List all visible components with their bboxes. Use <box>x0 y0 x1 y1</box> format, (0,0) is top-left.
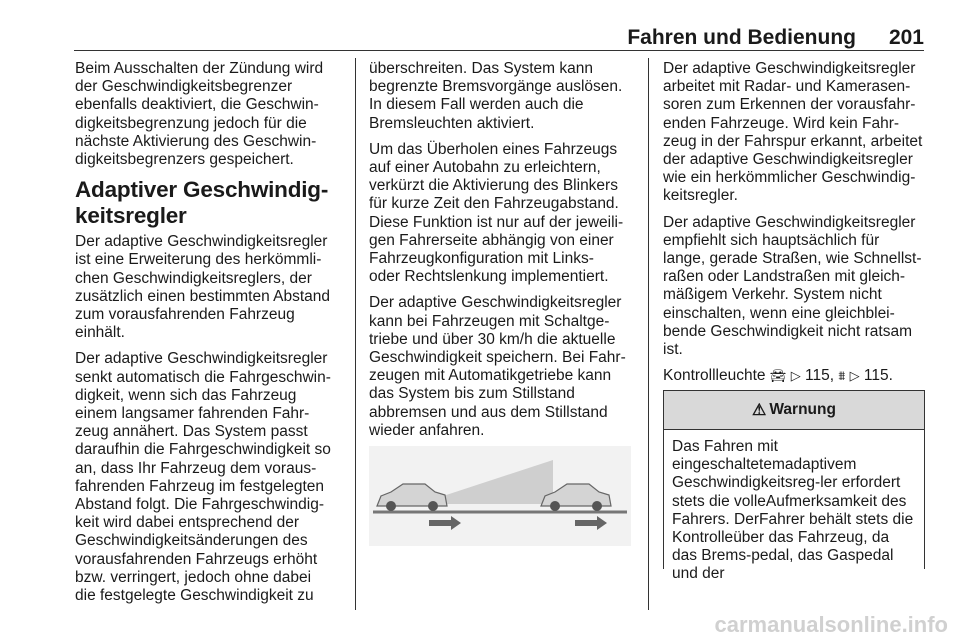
header-rule <box>74 50 924 51</box>
warning-triangle-icon: ⚠︎ <box>752 402 767 419</box>
text-line: bzw. verringert, jedoch ohne dabei <box>75 568 312 586</box>
kontrollleuchte-line <box>663 367 925 385</box>
text-line: der Geschwindigkeitsbegrenzer <box>75 78 293 96</box>
text-line: Der adaptive Geschwindigkeitsregler <box>663 60 916 77</box>
text-line: Das Fahren mit eingeschaltetem <box>672 438 785 474</box>
text-line: fahrenden Fahrzeug im festgelegten <box>75 477 325 495</box>
warning-text <box>664 430 924 584</box>
column-1 <box>75 60 343 613</box>
text-line: daraufhin die Fahrgeschwindigkeit so <box>75 441 331 459</box>
text-line: zeug in der Fahrspur erkannt, arbeitet <box>663 132 923 150</box>
text-line: die festgelegte Geschwindigkeit zu <box>75 587 314 605</box>
paragraph <box>75 350 343 605</box>
section-heading <box>75 177 343 229</box>
text-line: mäßigem Verkehr. System nicht <box>663 286 882 304</box>
text-line: begrenzte Bremsvorgänge auslösen. <box>369 78 623 96</box>
text-line: triebe und über 30 km/h die aktuelle <box>369 330 616 348</box>
text-line: ler erfordert stets die volle <box>672 474 901 510</box>
text-line: vorausfahrenden Fahrzeugs erhöht <box>75 550 318 568</box>
text-line: zum vorausfahrenden Fahrzeug <box>75 306 295 324</box>
text-line: verkürzt die Aktivierung des Blinkers <box>369 177 618 195</box>
text-line: kann bei Fahrzeugen mit Schaltge‐ <box>369 312 610 330</box>
text-line: über das Fahrzeug, da das Brems‐ <box>672 529 890 565</box>
warning-box <box>663 390 925 583</box>
text-line: arbeitet mit Radar- und Kamerasen‐ <box>663 78 911 96</box>
text-line: Um das Überholen eines Fahrzeugs <box>369 140 618 158</box>
text-line: pedal, das Gaspedal und der <box>672 547 894 583</box>
arrow-rear-icon <box>429 516 461 530</box>
header-title: Fahren und Bedienung <box>627 26 856 49</box>
text-line: digkeit, wenn sich das Fahrzeug <box>75 386 297 404</box>
text-line: einhält. <box>75 324 125 342</box>
paragraph <box>75 60 343 169</box>
text-line: das System bis zum Stillstand <box>369 385 575 403</box>
text-line: wieder anfahren. <box>369 421 485 439</box>
text-line: Beim Ausschalten der Zündung wird <box>75 60 324 77</box>
text-line: raßen oder Landstraßen mit gleich‐ <box>663 268 906 286</box>
text-line: empfiehlt sich hauptsächlich für <box>663 231 880 249</box>
text-line: senkt automatisch die Fahrgeschwin‐ <box>75 368 331 386</box>
text-line: In diesem Fall werden auch die <box>369 96 584 114</box>
acc-illustration <box>369 446 631 546</box>
text-line: bende Geschwindigkeit nicht ratsam <box>663 322 912 340</box>
text-line: Abstand folgt. Die Fahrgeschwindig‐ <box>75 496 324 514</box>
text-line: Der adaptive Geschwindigkeitsregler <box>75 350 328 368</box>
paragraph <box>369 141 637 287</box>
text-line: abbremsen und aus dem Stillstand <box>369 403 608 421</box>
acc-illustration-svg <box>369 446 631 546</box>
page-number: 201 <box>888 26 924 49</box>
text-line: wie ein herkömmlicher Geschwindig‐ <box>663 169 916 187</box>
warning-title: Warnung <box>769 401 836 418</box>
arrow-ref-icon: ▷ <box>790 368 801 384</box>
text-line: Diese Funktion ist nur auf der jeweili‐ <box>369 213 624 231</box>
text-line: keit wird dabei entsprechend der <box>75 514 300 532</box>
text-line: ist. <box>663 341 683 359</box>
text-line: gen Fahrerseite abhängig von einer <box>369 231 614 249</box>
text-line: oder Rechtslenkung implementiert. <box>369 268 609 286</box>
text-line: Fahrer behält stets die Kontrolle <box>672 510 914 547</box>
text-line: keitsregler <box>75 203 187 229</box>
watermark: carmanualsonline.info <box>714 612 948 637</box>
column-divider-1 <box>355 58 356 610</box>
text-line: an, dass Ihr Fahrzeug dem voraus‐ <box>75 459 317 477</box>
text-line: der adaptive Geschwindigkeitsregler <box>663 151 913 169</box>
arrow-front-icon <box>575 516 607 530</box>
text-line: Der adaptive Geschwindigkeitsregler <box>369 294 622 312</box>
radar-car-icon: ⩩ <box>838 368 846 384</box>
text-line: Aufmerksamkeit des Fahrers. Der <box>672 492 907 528</box>
text-line: keitsregler. <box>663 187 738 205</box>
page-reference[interactable]: 115. <box>863 367 893 385</box>
paragraph <box>369 60 637 133</box>
paragraph <box>75 233 343 342</box>
text-line: Der adaptive Geschwindigkeitsregler <box>75 233 328 251</box>
text-line: auf einer Autobahn zu erleichtern, <box>369 159 601 177</box>
text-line: nächste Aktivierung des Geschwin‐ <box>75 132 317 150</box>
text-line: zusätzlich einen bestimmten Abstand <box>75 287 331 305</box>
warning-header <box>664 391 924 430</box>
text-line: lange, gerade Straßen, wie Schnellst‐ <box>663 250 922 268</box>
radar-beam <box>431 460 553 504</box>
text-line: Geschwindigkeit speichern. Bei Fahr‐ <box>369 349 626 367</box>
paragraph <box>369 294 637 440</box>
text-line: einschalten, wenn eine gleichblei‐ <box>663 304 895 322</box>
text-line: soren zum Erkennen der vorausfahr‐ <box>663 96 916 114</box>
car-front-icon: 🚘︎ <box>769 368 787 384</box>
arrow-ref-icon: ▷ <box>849 368 860 384</box>
text-line: chen Geschwindigkeitsreglers, der <box>75 269 312 287</box>
paragraph <box>663 214 925 360</box>
text-line: für kurze Zeit den Fahrzeugabstand. <box>369 195 619 213</box>
text-line: ist eine Erweiterung des herkömmli‐ <box>75 251 322 269</box>
text-line: enden Fahrzeuge. Wird kein Fahr‐ <box>663 114 900 132</box>
text-line: digkeitsbegrenzers gespeichert. <box>75 151 294 169</box>
kontroll-label: Kontrollleuchte <box>663 367 766 385</box>
column-2 <box>369 60 637 448</box>
text-line: ebenfalls deaktiviert, die Geschwin‐ <box>75 96 319 114</box>
column-3 <box>663 60 925 393</box>
text-line: zeugen mit Automatikgetriebe kann <box>369 367 612 385</box>
paragraph <box>663 60 925 206</box>
text-line: Geschwindigkeitsänderungen des <box>75 532 308 550</box>
rear-car <box>377 484 447 511</box>
page-reference[interactable]: 115, <box>805 367 835 385</box>
text-line: zeug annähert. Das System passt <box>75 423 308 441</box>
text-line: einem langsamer fahrenden Fahr‐ <box>75 405 310 423</box>
text-line: Bremsleuchten aktiviert. <box>369 114 535 132</box>
text-line: Fahrzeugkonfiguration mit Links- <box>369 250 594 268</box>
text-line: Adaptiver Geschwindig‐ <box>75 177 329 203</box>
text-line: Der adaptive Geschwindigkeitsregler <box>663 213 916 231</box>
column-divider-2 <box>648 58 649 610</box>
text-line: digkeitsbegrenzung jedoch für die <box>75 114 307 132</box>
text-line: überschreiten. Das System kann <box>369 60 593 77</box>
text-line: adaptivem Geschwindigkeitsreg‐ <box>672 456 857 492</box>
